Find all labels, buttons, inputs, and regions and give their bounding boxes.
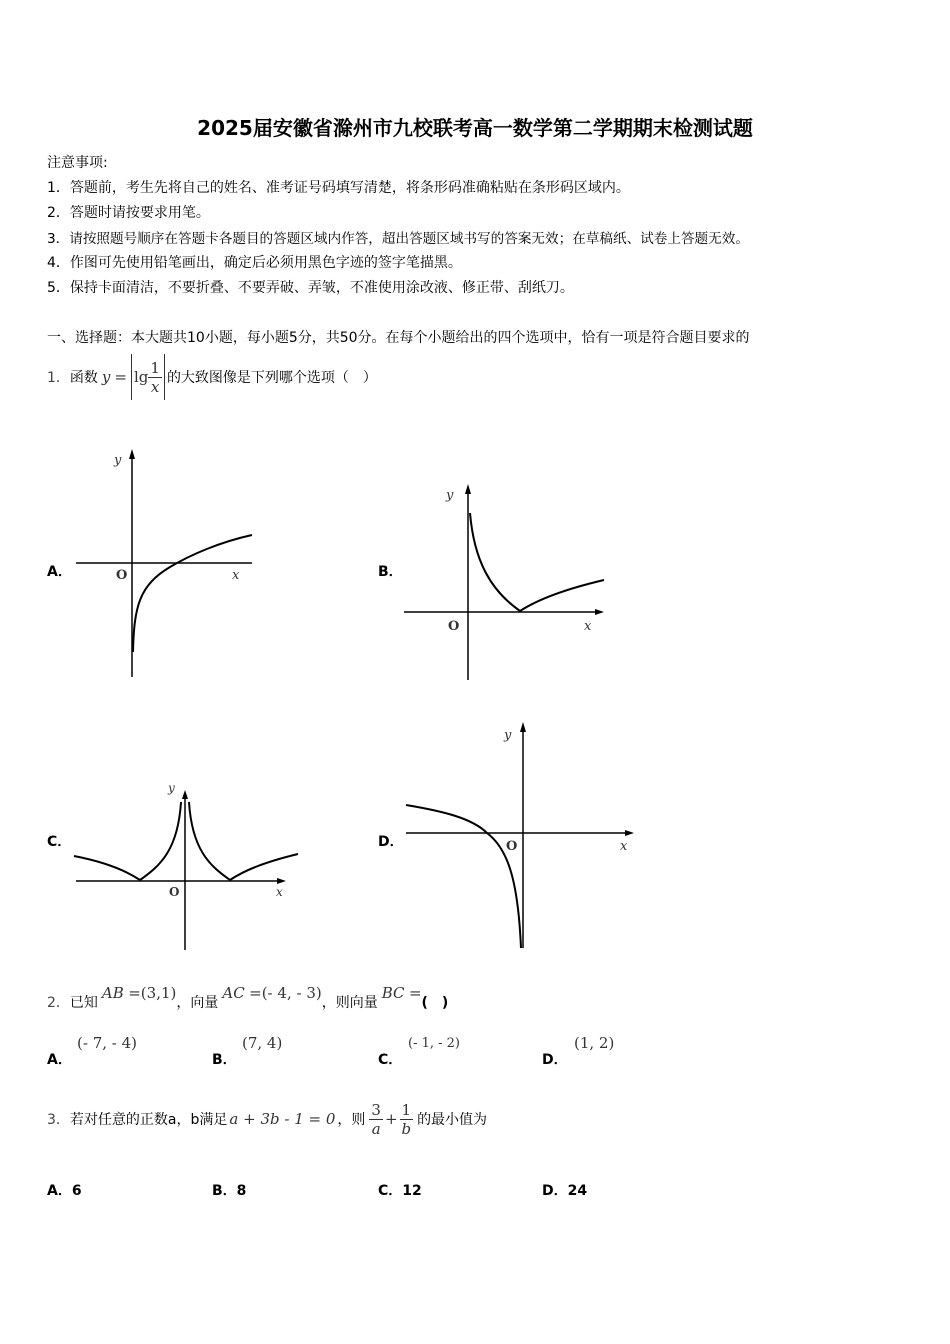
origin-label: O [169,885,180,899]
question-3 [47,1095,487,1143]
question-text: 函数 [69,370,98,386]
y-axis-label: y [168,781,175,795]
expression: $\frac{3}{a}$ + $\frac{1}{b}$ [371,1100,412,1138]
section-heading: 一、选择题：本大题共10小题，每小题5分，共50分。在每个小题给出的四个选项中，恰有一项是符合题目要求的 [47,330,750,346]
curve-left [470,513,520,611]
graph-option-b [400,480,610,685]
answer-blank: ( ) [421,995,449,1011]
notice-item: 4．作图可先使用铅笔画出，确定后必须用黑色字迹的签字笔描黑。 [47,255,462,271]
option-value-d: (1, 2) [574,1034,615,1052]
option-label-d: D． [378,834,404,850]
vector-ab: AB =(3,1) [101,984,177,1002]
question-text: 若对任意的正数a，b满足 [69,1112,228,1128]
notice-heading: 注意事项: [47,155,108,171]
curve-right-inner [189,802,230,880]
y-axis-arrow [465,484,471,494]
formula-var: y [101,368,111,386]
option-label-b: B． [378,564,403,580]
graph-option-d [402,718,642,953]
question-text: ，则 [337,1112,366,1128]
formula-eq: = [114,368,127,386]
notice-item: 3．请按照题号顺序在答题卡各题目的答题区域内作答，超出答题区域书写的答案无效；在草稿纸、试卷上答题无效。 [47,231,749,247]
formula-fraction: $\frac{1}{x}$ [150,358,160,396]
option-value-a: (- 7, - 4) [77,1034,137,1052]
curve [406,805,521,948]
graph-option-a [70,445,260,685]
option-b: B．8 [212,1183,247,1199]
y-axis-label: y [114,453,122,468]
question-number: 2． [47,995,70,1011]
question-number: 3． [47,1112,70,1128]
x-axis-label: x [232,568,240,583]
curve-left-inner [140,802,181,880]
question-text: 的最小值为 [417,1112,488,1128]
notice-item: 5．保持卡面清洁，不要折叠、不要弄破、弄皱，不准使用涂改液、修正带、刮纸刀。 [47,280,574,296]
question-2 [47,982,448,1012]
fraction-3-a: $\frac{3}{a}$ [371,1100,381,1138]
origin-label: O [448,619,460,634]
question-text: ，则向量 [321,995,378,1011]
formula [102,354,165,400]
y-axis-arrow [520,722,526,732]
y-axis-label: y [504,728,512,743]
y-axis-arrow [182,790,188,799]
notice-item: 1．答题前，考生先将自己的姓名、准考证号码填写清楚，将条形码准确粘贴在条形码区域内。 [47,180,630,196]
vector-bc: BC = [381,984,422,1002]
x-axis-label: x [584,619,592,634]
x-axis-arrow [595,609,604,615]
fraction-1-b: $\frac{1}{b}$ [401,1100,412,1138]
y-axis-label: y [446,488,454,503]
abs-bars [131,354,165,400]
question-1 [47,352,377,402]
x-axis-label: x [276,885,283,899]
option-label-d: D． [542,1052,568,1068]
question-text: ，向量 [176,995,219,1011]
notice-item: 2．答题时请按要求用笔。 [47,205,210,221]
option-c: C．12 [378,1183,422,1199]
question-number: 1． [47,370,70,386]
x-axis-arrow [277,878,286,884]
curve [133,535,252,652]
option-label-c: C． [378,1052,403,1068]
option-d: D．24 [542,1183,588,1199]
page-title: 2025届安徽省滁州市九校联考高一数学第二学期期末检测试题 [197,116,753,140]
x-axis-arrow [625,830,634,836]
option-label-a: A． [47,564,72,580]
option-label-a: A． [47,1052,72,1068]
vector-ac: AC =(- 4, - 3) [222,984,322,1002]
origin-label: O [506,839,518,854]
curve-left-outer [74,856,140,880]
option-a: A．6 [47,1183,82,1199]
formula-lg: lg [133,368,149,386]
graph-option-c [70,770,305,955]
curve-right [520,580,604,611]
y-axis-arrow [129,449,135,459]
condition-formula: a + 3b - 1 = 0 [229,1110,336,1128]
option-value-c: (- 1, - 2) [408,1036,460,1051]
option-label-b: B． [212,1052,237,1068]
origin-label: O [116,568,128,583]
x-axis-label: x [620,839,628,854]
curve-right-outer [230,854,298,880]
question-text: 的大致图像是下列哪个选项（ ） [166,370,377,386]
option-label-c: C． [47,834,72,850]
question-text: 已知 [69,995,98,1011]
option-value-b: (7, 4) [242,1034,283,1052]
